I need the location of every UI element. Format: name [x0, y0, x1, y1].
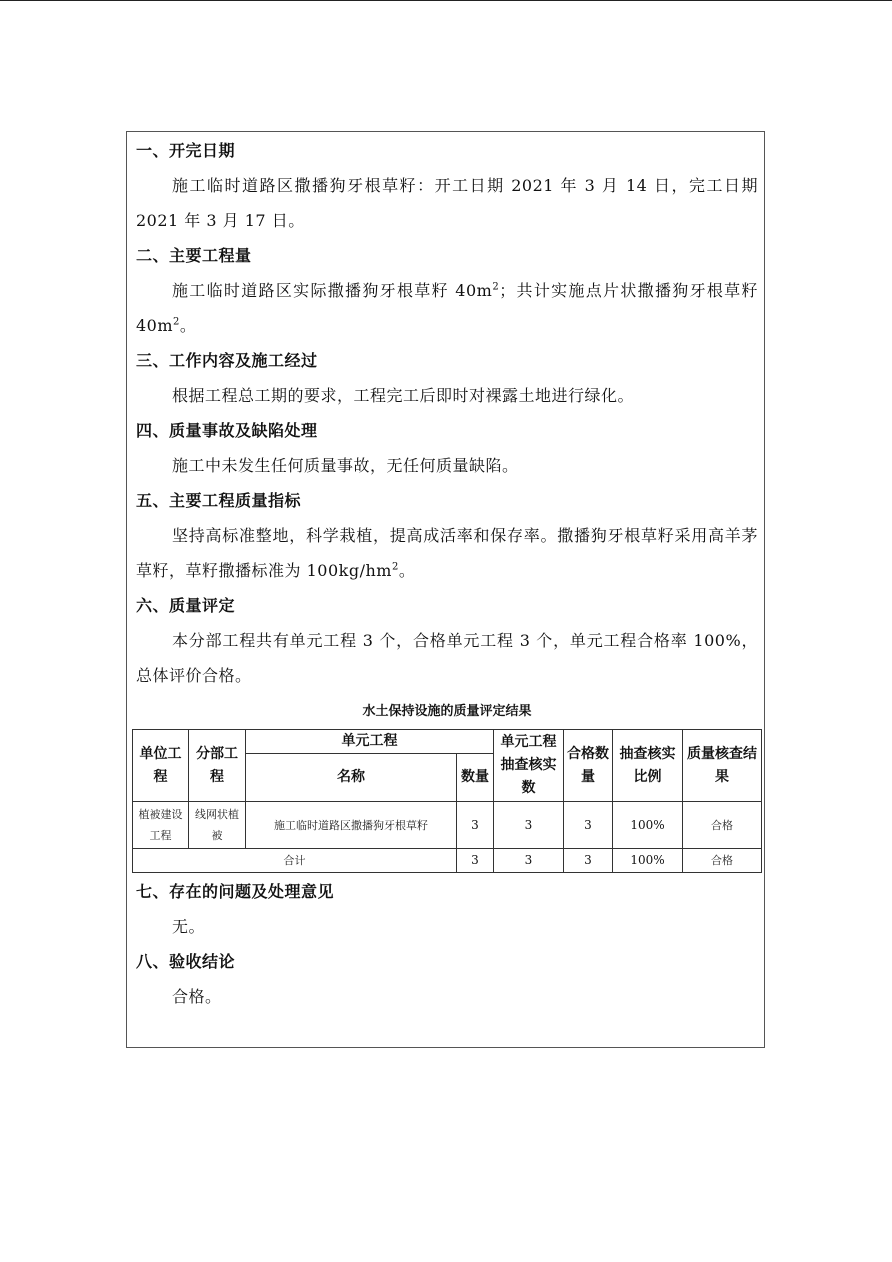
- cell-sub: 线网状植被: [189, 802, 246, 849]
- section-heading-1: 一、开完日期: [136, 141, 236, 160]
- total-label: 合计: [133, 849, 457, 873]
- page-top-rule: [0, 0, 892, 1]
- table-caption: 水土保持设施的质量评定结果: [362, 704, 532, 719]
- cell-ratio: 100%: [613, 802, 683, 849]
- section-body-4: 施工中未发生任何质量事故，无任何质量缺陷。: [172, 456, 519, 475]
- section-heading-8: 八、验收结论: [136, 952, 236, 971]
- section-body-8: 合格。: [172, 987, 222, 1006]
- header-qualified: 合格数量: [564, 730, 613, 802]
- section-body-2: 施工临时道路区实际撒播狗牙根草籽 $40m^2$；共计实施点片状撒播狗牙根草籽 $40m^2$。: [136, 281, 758, 335]
- total-checked: 3: [494, 849, 564, 873]
- section-heading-2: 二、主要工程量: [136, 246, 252, 265]
- section-heading-4: 四、质量事故及缺陷处理: [136, 421, 318, 440]
- header-element: 单元工程: [246, 730, 494, 754]
- section-body-6: 本分部工程共有单元工程 3 个，合格单元工程 3 个，单元工程合格率 100%，总体评价合格。: [136, 631, 758, 685]
- total-count: 3: [457, 849, 494, 873]
- header-unit: 单位工程: [133, 730, 189, 802]
- header-result: 质量核查结果: [683, 730, 762, 802]
- section-body-1: 施工临时道路区撒播狗牙根草籽：开工日期 2021 年 3 月 14 日，完工日期 2021 年 3 月 17 日。: [136, 176, 758, 230]
- cell-count: 3: [457, 802, 494, 849]
- table-row: [133, 802, 762, 849]
- section-heading-7: 七、存在的问题及处理意见: [136, 882, 335, 901]
- section-body-5: 坚持高标准整地，科学栽植，提高成活率和保存率。撒播狗牙根草籽采用高羊茅草籽，草籽撒播标准为 $100kg/hm^2$。: [136, 526, 758, 580]
- header-sub: 分部工程: [189, 730, 246, 802]
- cell-checked: 3: [494, 802, 564, 849]
- header-count: 数量: [457, 754, 494, 802]
- total-result: 合格: [683, 849, 762, 873]
- section-body-7: 无。: [172, 917, 206, 936]
- total-ratio: 100%: [613, 849, 683, 873]
- section-heading-6: 六、质量评定: [136, 596, 236, 615]
- cell-unit: 植被建设工程: [133, 802, 189, 849]
- section-body-3: 根据工程总工期的要求，工程完工后即时对裸露土地进行绿化。: [172, 386, 635, 405]
- section-heading-3: 三、工作内容及施工经过: [136, 351, 318, 370]
- cell-name: 施工临时道路区撒播狗牙根草籽: [246, 802, 457, 849]
- cell-qualified: 3: [564, 802, 613, 849]
- quality-result-table: [132, 729, 762, 873]
- table-total-row: [133, 849, 762, 873]
- total-qualified: 3: [564, 849, 613, 873]
- header-name: 名称: [246, 754, 457, 802]
- cell-result: 合格: [683, 802, 762, 849]
- header-ratio: 抽查核实比例: [613, 730, 683, 802]
- section-heading-5: 五、主要工程质量指标: [136, 491, 302, 510]
- header-checked: 单元工程抽查核实数: [494, 730, 564, 802]
